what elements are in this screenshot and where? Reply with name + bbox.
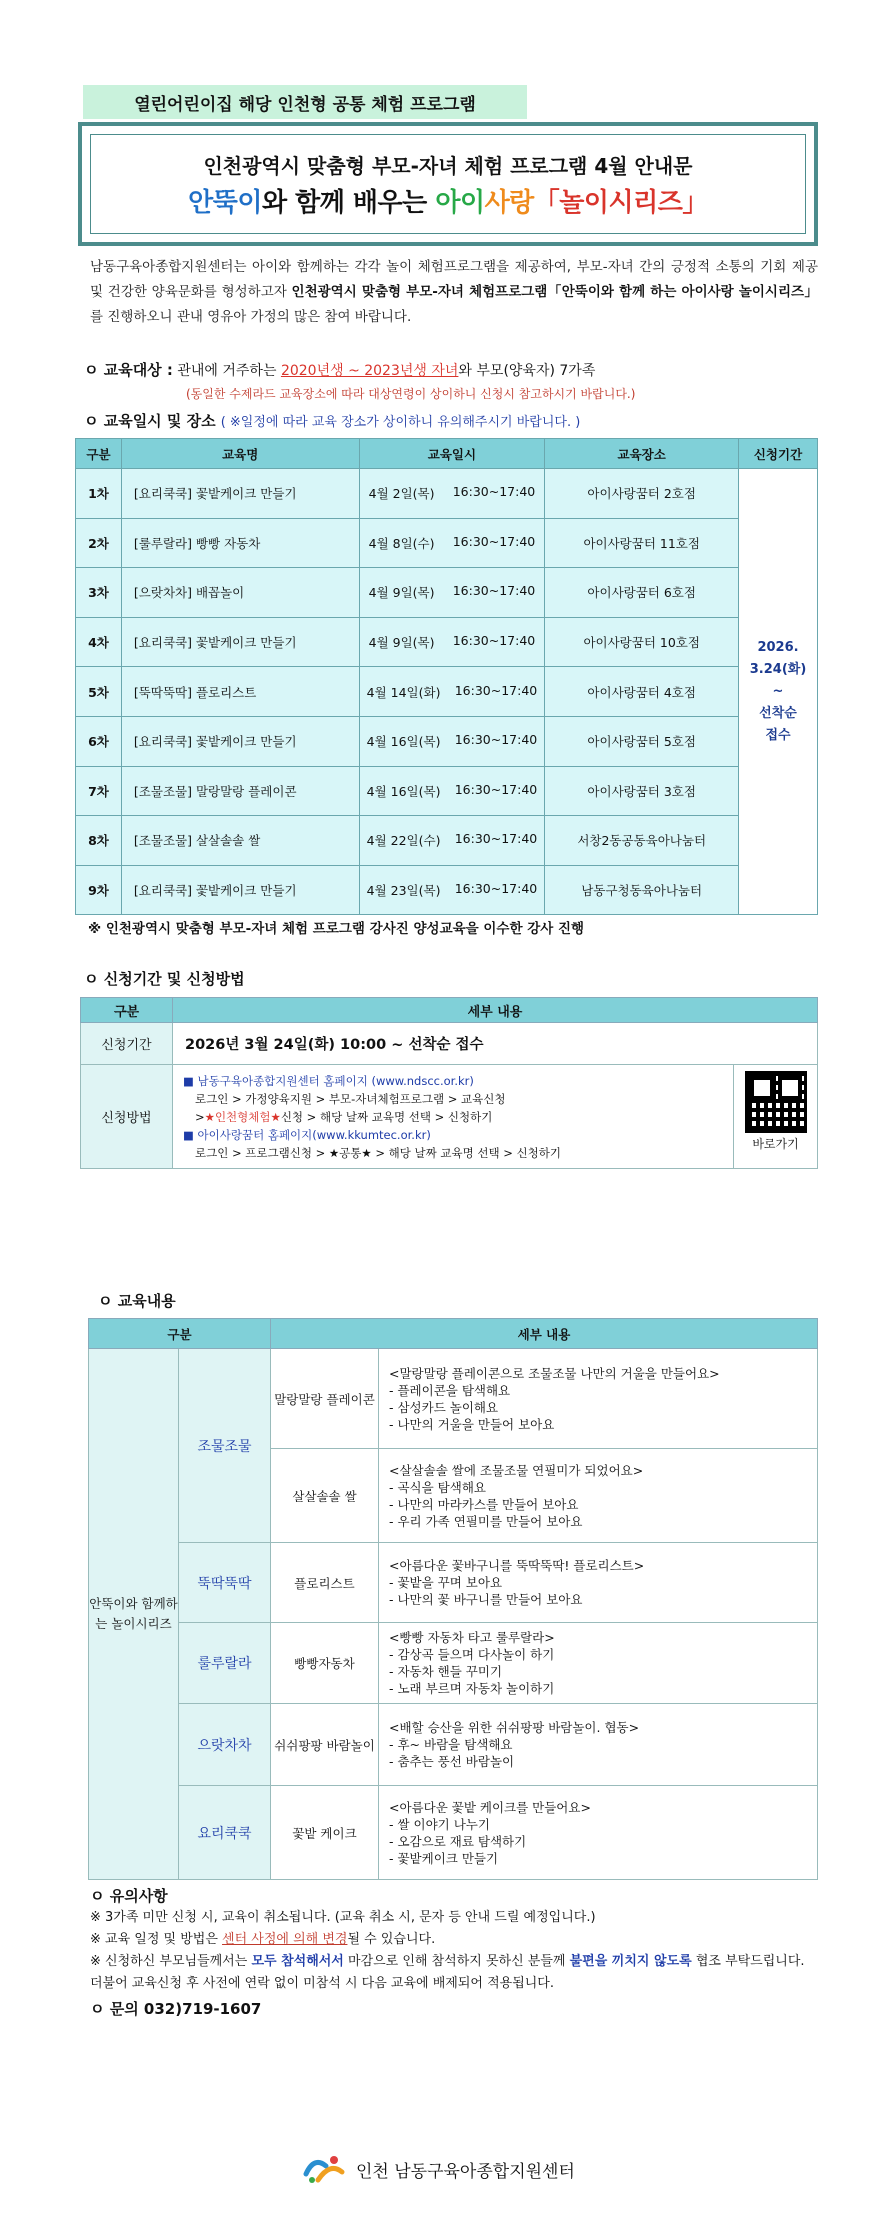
footer-text: 인천 남동구육아종합지원센터 bbox=[356, 2161, 575, 2182]
row-datetime bbox=[359, 865, 545, 915]
note-3-bold-1: 모두 참석해서서 bbox=[251, 1954, 344, 1969]
content-detail bbox=[379, 1543, 818, 1623]
period-line-4: 선착순 bbox=[759, 705, 797, 721]
detail-title: <살살솔솔 쌀에 조물조물 연필미가 되었어요> bbox=[389, 1462, 644, 1478]
row-datetime bbox=[359, 667, 545, 717]
row-name: [으랏차차] 배꼽놀이 bbox=[121, 568, 359, 618]
row-no: 5차 bbox=[76, 667, 122, 717]
note-3-c: 협조 부탁드립니다. 더불어 교육신청 후 사전에 연락 없이 미참석 시 다음 교육에 배제되어 적용됩니다. bbox=[90, 1954, 805, 1991]
row-date: 4월 8일(수) bbox=[368, 535, 435, 551]
row-time: 16:30~17:40 bbox=[454, 732, 538, 748]
target-years: 2020년생 ~ 2023년생 자녀 bbox=[280, 363, 459, 379]
detail-item: - 삼성카드 놀이해요 bbox=[389, 1399, 499, 1415]
content-heading: ㅇ 교육내용 bbox=[98, 1292, 176, 1310]
title-box bbox=[78, 122, 818, 246]
content-name: 말랑말랑 플레이콘 bbox=[271, 1349, 379, 1449]
target-text-2: 와 부모(양육자) 7가족 bbox=[458, 363, 596, 379]
step2: 로그인 > 프로그램신청 > ★공통★ > 해당 날짜 교육명 선택 > 신청하기 bbox=[195, 1145, 561, 1160]
table-row bbox=[89, 1786, 818, 1880]
schedule-header-place: 교육장소 bbox=[545, 439, 739, 469]
content-detail bbox=[379, 1704, 818, 1786]
row-date: 4월 9일(목) bbox=[368, 635, 435, 651]
content-detail bbox=[379, 1623, 818, 1704]
note-3-a: ※ 신청하신 부모님들께서는 bbox=[90, 1954, 252, 1969]
note-1: ※ 3가족 미만 신청 시, 교육이 취소됩니다. (교육 취소 시, 문자 등 안내 드릴 예정입니다.) bbox=[90, 1910, 596, 1925]
note-2-a: ※ 교육 일정 및 방법은 bbox=[90, 1932, 223, 1947]
detail-item: - 곡식을 탐색해요 bbox=[389, 1479, 486, 1495]
instructor-note: ※ 인천광역시 맞춤형 부모-자녀 체험 프로그램 강사진 양성교육을 이수한 강사 진행 bbox=[88, 921, 585, 937]
detail-item: - 오감으로 재료 탐색하기 bbox=[389, 1833, 527, 1849]
step1b-red: ★인천형체험★ bbox=[204, 1109, 281, 1124]
target-label: ㅇ 교육대상 : bbox=[84, 361, 173, 379]
intro-text-2: 를 진행하오니 관내 영유아 가정의 많은 참여 바랍니다. bbox=[90, 309, 412, 325]
row-date: 4월 22일(수) bbox=[366, 833, 441, 849]
row-datetime bbox=[359, 617, 545, 667]
row-name: [요리쿡쿡] 꽃밭케이크 만들기 bbox=[121, 865, 359, 915]
row-datetime bbox=[359, 518, 545, 568]
schedule-header-no: 구분 bbox=[76, 439, 122, 469]
row-time: 16:30~17:40 bbox=[452, 533, 536, 549]
row-time: 16:30~17:40 bbox=[454, 881, 538, 897]
title-green: 아이 bbox=[435, 188, 485, 218]
table-row bbox=[89, 1623, 818, 1704]
row-no: 8차 bbox=[76, 816, 122, 866]
target-text-1: 관내에 거주하는 bbox=[172, 363, 281, 379]
row-time: 16:30~17:40 bbox=[454, 781, 538, 797]
detail-title: <배할 승산을 위한 쉬쉬팡팡 바람놀이. 협동> bbox=[389, 1720, 640, 1735]
title-line1: 인천광역시 맞춤형 부모-자녀 체험 프로그램 4월 안내문 bbox=[203, 154, 693, 178]
content-category: 으랏차차 bbox=[179, 1704, 271, 1786]
detail-title: <아름다운 꽃밭 케이크를 만들어요> bbox=[389, 1799, 591, 1815]
row-place: 아이사랑꿈터 11호점 bbox=[545, 518, 739, 568]
title-mascot: 안뚝이 bbox=[188, 188, 262, 218]
detail-item: - 플레이콘을 탐색해요 bbox=[389, 1382, 511, 1398]
program-tag: 열린어린이집 해당 인천형 공통 체험 프로그램 bbox=[83, 85, 527, 119]
content-detail bbox=[379, 1786, 818, 1880]
content-detail bbox=[379, 1349, 818, 1449]
row-place: 아이사랑꿈터 10호점 bbox=[545, 617, 739, 667]
detail-item: - 꽃밭케이크 만들기 bbox=[389, 1850, 499, 1866]
detail-item: - 우리 가족 연필미를 만들어 보아요 bbox=[389, 1513, 583, 1529]
row-name: [조물조물] 살살솔솔 쌀 bbox=[121, 816, 359, 866]
table-row bbox=[76, 469, 818, 519]
step1b bbox=[183, 1108, 723, 1126]
row-date: 4월 23일(목) bbox=[366, 883, 441, 899]
row-date: 4월 16일(목) bbox=[366, 783, 441, 799]
table-row bbox=[89, 1704, 818, 1786]
detail-item: - 꽃밭을 꾸며 보아요 bbox=[389, 1575, 503, 1590]
notes-heading: ㅇ 유의사항 bbox=[90, 1887, 168, 1905]
note-2-underline: 센터 사정에 의해 변경 bbox=[222, 1932, 348, 1947]
notes-section bbox=[90, 1885, 820, 1995]
note-2 bbox=[90, 1929, 820, 1951]
content-group: 안뚝이와 함께하는 놀이시리즈 bbox=[89, 1349, 179, 1880]
period-line-1: 2026. bbox=[757, 639, 799, 655]
detail-title: <말랑말랑 플레이콘으로 조물조물 나만의 거울을 만들어요> bbox=[389, 1365, 720, 1381]
schedule-heading: ㅇ 교육일시 및 장소 bbox=[84, 412, 216, 430]
schedule-note: ( ※일정에 따라 교육 장소가 상이하니 유의해주시기 바랍니다. ) bbox=[220, 415, 581, 430]
detail-item: - 춤추는 풍선 바람놀이 bbox=[389, 1754, 515, 1769]
detail-item: - 쌀 이야기 나누기 bbox=[389, 1816, 490, 1832]
qr-cell[interactable] bbox=[734, 1065, 818, 1169]
period-line-3: ~ bbox=[772, 683, 784, 699]
qr-label[interactable]: 바로가기 bbox=[752, 1137, 799, 1151]
apply-header-1: 구분 bbox=[81, 998, 173, 1023]
content-name: 빵빵자동차 bbox=[271, 1623, 379, 1704]
row-time: 16:30~17:40 bbox=[452, 484, 536, 500]
row-date: 4월 14일(화) bbox=[366, 684, 441, 700]
method-steps bbox=[173, 1065, 734, 1169]
detail-item: - 노래 부르며 자동차 놀이하기 bbox=[389, 1681, 555, 1696]
row-time: 16:30~17:40 bbox=[452, 583, 536, 599]
apply-table bbox=[80, 997, 818, 1169]
schedule-heading-line bbox=[84, 410, 580, 431]
step1b-post: 신청 > 해당 날짜 교육명 선택 > 신청하기 bbox=[280, 1109, 493, 1124]
target-line bbox=[84, 359, 595, 380]
period-label: 신청기간 bbox=[81, 1023, 173, 1065]
table-row bbox=[89, 1349, 818, 1449]
content-category: 조물조물 bbox=[179, 1349, 271, 1543]
row-datetime bbox=[359, 816, 545, 866]
content-detail bbox=[379, 1449, 818, 1543]
table-row bbox=[76, 568, 818, 618]
target-note: (동일한 수제라드 교육장소에 따라 대상연령이 상이하니 신청시 참고하시기 바랍니다.) bbox=[186, 387, 636, 401]
period-line-5: 접수 bbox=[765, 727, 791, 743]
row-datetime bbox=[359, 766, 545, 816]
content-name: 쉬쉬팡팡 바람놀이 bbox=[271, 1704, 379, 1786]
title-line2 bbox=[82, 182, 814, 219]
site1-link[interactable]: ■ 남동구육아종합지원센터 홈페이지 (www.ndscc.or.kr) bbox=[183, 1073, 474, 1088]
intro-text-1: 남동구육아종합지원센터는 아이와 함께하는 각각 놀이 체험프로그램을 제공하여, 부모-자녀 간의 긍정적 소통의 기회 제공 및 건강한 양육문화를 형성하고자 bbox=[90, 259, 818, 300]
note-2-b: 될 수 있습니다. bbox=[347, 1932, 436, 1947]
row-name: [룰루랄라] 빵빵 자동차 bbox=[121, 518, 359, 568]
content-header-1: 구분 bbox=[89, 1319, 271, 1349]
row-no: 3차 bbox=[76, 568, 122, 618]
row-name: [뚝딱뚝딱] 플로리스트 bbox=[121, 667, 359, 717]
row-place: 아이사랑꿈터 6호점 bbox=[545, 568, 739, 618]
detail-item: - 나만의 거울을 만들어 보아요 bbox=[389, 1416, 555, 1432]
row-no: 9차 bbox=[76, 865, 122, 915]
row-time: 16:30~17:40 bbox=[452, 633, 536, 649]
step1b-pre: > bbox=[195, 1109, 205, 1124]
step1a: 로그인 > 가정양육지원 > 부모-자녀체험프로그램 > 교육신청 bbox=[195, 1091, 506, 1106]
row-no: 2차 bbox=[76, 518, 122, 568]
detail-item: - 감상곡 들으며 다사놀이 하기 bbox=[389, 1647, 555, 1662]
title-middle: 와 함께 배우는 bbox=[261, 188, 436, 218]
row-datetime bbox=[359, 716, 545, 766]
table-row bbox=[76, 816, 818, 866]
schedule-header-period: 신청기간 bbox=[739, 439, 818, 469]
row-time: 16:30~17:40 bbox=[454, 831, 538, 847]
table-row bbox=[76, 865, 818, 915]
note-3-mid: 마감으로 인해 참석하지 못하신 분들께 bbox=[343, 1954, 570, 1969]
content-category: 룰루랄라 bbox=[179, 1623, 271, 1704]
title-series: 「놀이시리즈」 bbox=[533, 188, 708, 218]
content-category: 요리쿡쿡 bbox=[179, 1786, 271, 1880]
period-line-2: 3.24(화) bbox=[749, 661, 807, 677]
row-place: 서창2동공동육아나눔터 bbox=[545, 816, 739, 866]
detail-title: <빵빵 자동차 타고 룰루랄라> bbox=[389, 1630, 555, 1645]
table-row bbox=[76, 617, 818, 667]
application-period-cell bbox=[739, 469, 818, 915]
row-time: 16:30~17:40 bbox=[454, 682, 538, 698]
intro-bold: 인천광역시 맞춤형 부모-자녀 체험프로그램「안뚝이와 함께 하는 아이사랑 놀이시리즈」 bbox=[291, 284, 818, 300]
content-name: 살살솔솔 쌀 bbox=[271, 1449, 379, 1543]
site2-link[interactable]: ■ 아이사랑꿈터 홈페이지(www.kkumtec.or.kr) bbox=[183, 1127, 431, 1142]
row-datetime bbox=[359, 469, 545, 519]
table-row bbox=[76, 667, 818, 717]
table-row bbox=[76, 766, 818, 816]
period-value: 2026년 3월 24일(화) 10:00 ~ 선착순 접수 bbox=[173, 1023, 818, 1065]
center-logo-icon bbox=[300, 2152, 348, 2186]
row-datetime bbox=[359, 568, 545, 618]
note-3 bbox=[90, 1951, 820, 1995]
row-date: 4월 2일(목) bbox=[368, 486, 435, 502]
detail-item: - 나만의 꽃 바구니를 만들어 보아요 bbox=[389, 1592, 583, 1607]
contact: ㅇ 문의 032)719-1607 bbox=[90, 2000, 262, 2018]
row-no: 4차 bbox=[76, 617, 122, 667]
content-name: 플로리스트 bbox=[271, 1543, 379, 1623]
footer bbox=[300, 2152, 575, 2186]
detail-title: <아름다운 꽃바구니를 뚝딱뚝딱! 플로리스트> bbox=[389, 1558, 645, 1573]
row-no: 1차 bbox=[76, 469, 122, 519]
row-place: 아이사랑꿈터 4호점 bbox=[545, 667, 739, 717]
content-header-2: 세부 내용 bbox=[271, 1319, 818, 1349]
row-name: [조물조물] 말랑말랑 플레이콘 bbox=[121, 766, 359, 816]
title-orange: 사랑 bbox=[484, 188, 534, 218]
row-name: [요리쿡쿡] 꽃밭케이크 만들기 bbox=[121, 617, 359, 667]
qr-code-icon[interactable] bbox=[745, 1071, 807, 1133]
note-3-bold-2: 불편을 끼치지 않도록 bbox=[569, 1954, 692, 1969]
row-place: 아이사랑꿈터 5호점 bbox=[545, 716, 739, 766]
detail-item: - 후~ 바람을 탐색해요 bbox=[389, 1737, 513, 1752]
intro-paragraph bbox=[90, 255, 818, 330]
row-no: 6차 bbox=[76, 716, 122, 766]
content-category: 뚝딱뚝딱 bbox=[179, 1543, 271, 1623]
table-row bbox=[89, 1543, 818, 1623]
detail-item: - 나만의 마라카스를 만들어 보아요 bbox=[389, 1496, 579, 1512]
row-date: 4월 9일(목) bbox=[368, 585, 435, 601]
schedule-header-date: 교육일시 bbox=[359, 439, 545, 469]
row-place: 아이사랑꿈터 2호점 bbox=[545, 469, 739, 519]
schedule-header-name: 교육명 bbox=[121, 439, 359, 469]
row-date: 4월 16일(목) bbox=[366, 734, 441, 750]
schedule-table bbox=[75, 438, 818, 915]
method-label: 신청방법 bbox=[81, 1065, 173, 1169]
detail-item: - 자동차 핸들 꾸미기 bbox=[389, 1664, 503, 1679]
row-place: 아이사랑꿈터 3호점 bbox=[545, 766, 739, 816]
content-name: 꽃밭 케이크 bbox=[271, 1786, 379, 1880]
content-table bbox=[88, 1318, 818, 1880]
row-no: 7차 bbox=[76, 766, 122, 816]
apply-header-2: 세부 내용 bbox=[173, 998, 818, 1023]
row-name: [요리쿡쿡] 꽃밭케이크 만들기 bbox=[121, 469, 359, 519]
table-row bbox=[76, 716, 818, 766]
table-row bbox=[76, 518, 818, 568]
row-name: [요리쿡쿡] 꽃밭케이크 만들기 bbox=[121, 716, 359, 766]
row-place: 남동구청동육아나눔터 bbox=[545, 865, 739, 915]
apply-heading: ㅇ 신청기간 및 신청방법 bbox=[84, 970, 245, 988]
